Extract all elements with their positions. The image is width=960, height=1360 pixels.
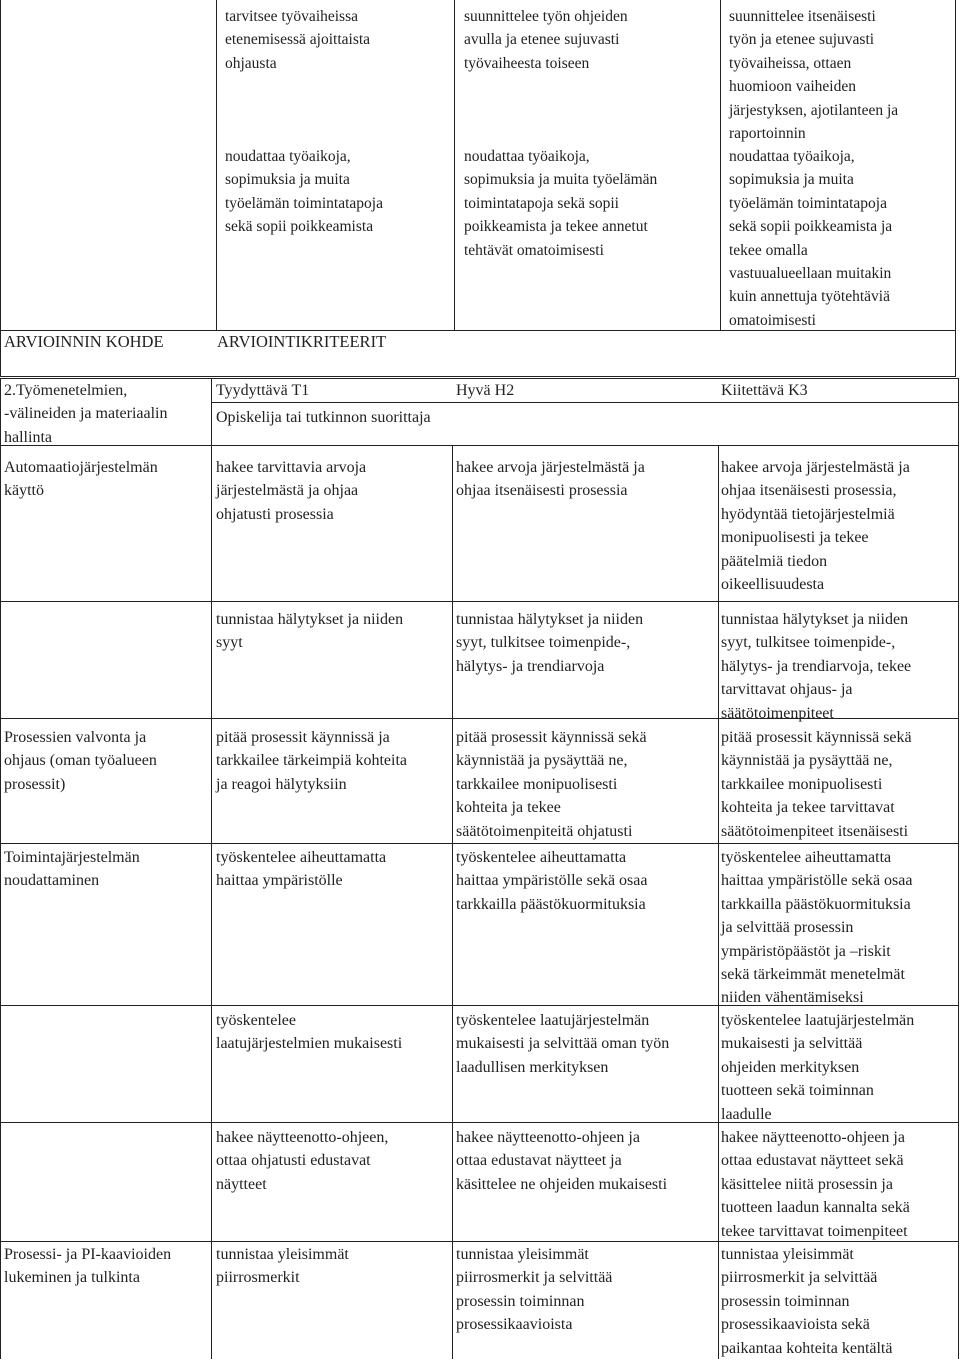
row-k3: pitää prosessit käynnissä sekä käynnistää ja pysäyttää ne, tarkkailee monipuolisesti kohteita ja tekee tarvittavat säätötoimenpiteet itsenäisesti bbox=[721, 729, 912, 840]
line-h-row1 bbox=[0, 601, 959, 602]
line-h-arviointi bbox=[0, 376, 956, 377]
k3-criteria-working-hours: noudattaa työaikoja, sopimuksia ja muita työelämän toimintatapoja sekä sopii poikkeamista ja tekee omalla vastuualueellaan muitakin kuin annettuja työtehtäviä omatoimisesti bbox=[729, 148, 893, 329]
row-k3: työskentelee laatujärjestelmän mukaisesti ja selvittää ohjeiden merkityksen tuotteen sekä toiminnan laadulle bbox=[721, 1012, 915, 1123]
row-t1: työskentelee laatujärjestelmien mukaisesti bbox=[216, 1012, 403, 1053]
grade-k3-heading: Kiitettävä K3 bbox=[721, 382, 808, 399]
row-k3: hakee arvoja järjestelmästä ja ohjaa itsenäisesti prosessia, hyödyntää tietojärjestelmiä monipuolisesti ja tekee päätelmiä tiedon oikeellisuudesta bbox=[721, 459, 910, 594]
row-h2: hakee näytteenotto-ohjeen ja ottaa edustavat näytteet ja käsittelee ne ohjeiden mukaisesti bbox=[456, 1129, 668, 1193]
line-v-h2 bbox=[720, 0, 721, 330]
row-h2: työskentelee aiheuttamatta haittaa ympäristölle sekä osaa tarkkailla päästökuormituksia bbox=[456, 849, 648, 913]
row-label: Prosessi- ja PI-kaavioiden lukeminen ja tulkinta bbox=[4, 1246, 172, 1287]
row-h2: tunnistaa yleisimmät piirrosmerkit ja selvittää prosessin toiminnan prosessikaavioista bbox=[456, 1246, 613, 1334]
row-t1: pitää prosessit käynnissä ja tarkkailee tärkeimpiä kohteita ja reagoi hälytyksiin bbox=[216, 729, 408, 793]
row-label: Toimintajärjestelmän noudattaminen bbox=[4, 849, 140, 890]
row-label: Automaatiojärjestelmän käyttö bbox=[4, 459, 158, 500]
row-k3: tunnistaa yleisimmät piirrosmerkit ja selvittää prosessin toiminnan prosessikaavioista sekä paikantaa kohteita kentältä bbox=[721, 1246, 893, 1357]
line-v-t1-bottom bbox=[452, 445, 453, 1359]
row-t1: hakee tarvittavia arvoja järjestelmästä ja ohjaa ohjatusti prosessia bbox=[216, 459, 367, 523]
row-k3: työskentelee aiheuttamatta haittaa ympäristölle sekä osaa tarkkailla päästökuormituksia ja selvittää prosessin ympäristöpäästöt ja –riskit sekä tärkeimmät menetelmät niiden vähentämiseksi bbox=[721, 849, 913, 1007]
line-v-t1 bbox=[454, 0, 455, 330]
grade-t1-heading: Tyydyttävä T1 bbox=[216, 382, 310, 399]
subject-heading: Opiskelija tai tutkinnon suorittaja bbox=[216, 409, 431, 426]
line-v-left-bottom bbox=[0, 378, 1, 1359]
row-h2: hakee arvoja järjestelmästä ja ohjaa itsenäisesti prosessia bbox=[456, 459, 645, 500]
row-t1: hakee näytteenotto-ohjeen, ottaa ohjatusti edustavat näytteet bbox=[216, 1129, 389, 1193]
line-v-h2-bottom bbox=[718, 445, 719, 1359]
row-h2: pitää prosessit käynnissä sekä käynnistää ja pysäyttää ne, tarkkailee monipuolisesti kohteita ja tekee säätötoimenpiteitä ohjatusti bbox=[456, 729, 647, 840]
line-v-left bbox=[0, 0, 1, 376]
h2-criteria-working-hours: noudattaa työaikoja, sopimuksia ja muita työelämän toimintatapoja sekä sopii poikkeamista ja tekee annetut tehtävät omatoimisesti bbox=[464, 148, 658, 259]
arviointikriteerit-heading: ARVIOINTIKRITEERIT bbox=[217, 332, 387, 351]
row-k3: tunnistaa hälytykset ja niiden syyt, tulkitsee toimenpide-, hälytys- ja trendiarvoja, tekee tarvittavat ohjaus- ja säätötoimenpiteet bbox=[721, 611, 912, 722]
line-v-label-bottom bbox=[211, 378, 212, 1359]
row-label: Prosessien valvonta ja ohjaus (oman työalueen prosessit) bbox=[4, 729, 157, 793]
k3-criteria-work-planning: suunnittelee itsenäisesti työn ja etenee sujuvasti työvaiheissa, ottaen huomioon vaiheiden järjestyksen, ajotilanteen ja raportoinnin bbox=[729, 8, 899, 143]
section-title: 2.Työmenetelmien, -välineiden ja materiaalin hallinta bbox=[4, 382, 168, 446]
row-k3: hakee näytteenotto-ohjeen ja ottaa edustavat näytteet sekä käsittelee niitä prosessin ja tuotteen laadun kannalta sekä tekee tarvittavat toimenpiteet bbox=[721, 1129, 910, 1240]
row-h2: työskentelee laatujärjestelmän mukaisesti ja selvittää oman työn laadullisen merkityksen bbox=[456, 1012, 670, 1076]
line-v-right-bottom bbox=[958, 378, 959, 1359]
line-h-grades bbox=[212, 402, 959, 403]
t1-criteria-working-hours: noudattaa työaikoja, sopimuksia ja muita työelämän toimintatapoja sekä sopii poikkeamista bbox=[225, 148, 383, 236]
grade-h2-heading: Hyvä H2 bbox=[456, 382, 515, 399]
row-t1: tunnistaa yleisimmät piirrosmerkit bbox=[216, 1246, 349, 1287]
arvioinnin-kohde-heading: ARVIOINNIN KOHDE bbox=[4, 332, 164, 351]
row-h2: tunnistaa hälytykset ja niiden syyt, tulkitsee toimenpide-, hälytys- ja trendiarvoja bbox=[456, 611, 644, 675]
line-v-label bbox=[216, 0, 217, 330]
t1-criteria-work-planning: tarvitsee työvaiheissa etenemisessä ajoittaista ohjausta bbox=[225, 8, 371, 72]
row-t1: työskentelee aiheuttamatta haittaa ympäristölle bbox=[216, 849, 387, 890]
line-h-row3 bbox=[0, 843, 959, 844]
h2-criteria-work-planning: suunnittelee työn ohjeiden avulla ja etenee sujuvasti työvaiheesta toiseen bbox=[464, 8, 628, 72]
row-t1: tunnistaa hälytykset ja niiden syyt bbox=[216, 611, 404, 652]
line-v-right-top bbox=[955, 0, 956, 376]
